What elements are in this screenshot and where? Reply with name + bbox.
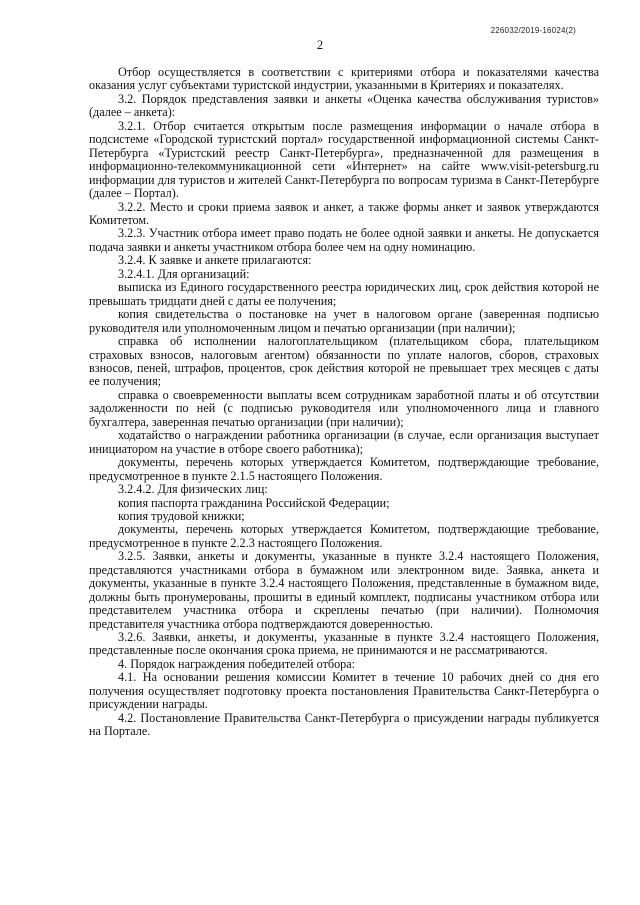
paragraph: документы, перечень которых утверждается Комитетом, подтверждающие требование, предусмотренное в пункте 2.2.3 настоящего Положения. <box>89 522 599 550</box>
paragraph: 3.2.1. Отбор считается открытым после размещения информации о начале отбора в подсистеме «Городской туристский портал» государственной информационной системы Санкт-Петербурга «Туристский реестр Санкт-Петербурга», предназначенной для размещения в информационно-телекоммуникационной сети «Интернет» на сайте www.visit-petersburg.ru информации для туристов и жителей Санкт-Петербурга по вопросам туризма в Санкт-Петербурге (далее – Портал). <box>89 118 599 201</box>
paragraph: 3.2.5. Заявки, анкеты и документы, указанные в пункте 3.2.4 настоящего Положения, представляются участниками отбора в бумажном или электронном виде. Заявка, анкета и документы, указанные в пункте 3.2.4 настоящего Положения, представленные в бумажном виде, должны быть пронумерованы, прошиты в единый комплект, подписаны участником отбора или представителем участника отбора и скреплены печатью (при наличии). Полномочия представителя участника отбора подтверждаются доверенностью. <box>89 549 599 631</box>
document-number: 226032/2019-16024(2) <box>490 26 576 35</box>
paragraph: 4. Порядок награждения победителей отбора: <box>118 656 356 671</box>
page-number: 2 <box>316 38 324 52</box>
paragraph: ходатайство о награждении работника организации (в случае, если организация выступает инициатором на участие в отборе своего работника); <box>89 428 599 456</box>
paragraph: 4.1. На основании решения комиссии Комитет в течение 10 рабочих дней со дня его получения осуществляет подготовку проекта постановления Правительства Санкт-Петербурга о присуждении награды. <box>89 670 599 712</box>
paragraph: Отбор осуществляется в соответствии с критериями отбора и показателями качества оказания услуг субъектами туристской индустрии, указанными в Критериях и показателях. <box>89 65 599 93</box>
paragraph: справка об исполнении налогоплательщиком (плательщиком сбора, плательщиком страховых взносов, налоговым агентом) обязанности по уплате налогов, сборов, страховых взносов, пеней, штрафов, процентов, срок действия которой не превышает трех месяцев с даты ее получения; <box>89 334 599 389</box>
paragraph: 3.2.2. Место и сроки приема заявок и анкет, а также формы анкет и заявок утверждаются Комитетом. <box>89 199 599 227</box>
paragraph: копия свидетельства о постановке на учет в налоговом органе (заверенная подписью руководителя или уполномоченным лицом и печатью организации (при наличии); <box>89 307 599 335</box>
paragraph: 3.2.3. Участник отбора имеет право подать не более одной заявки и анкеты. Не допускается подача заявки и анкеты участником отбора более чем на одну номинацию. <box>89 226 599 254</box>
paragraph: 3.2. Порядок представления заявки и анкеты «Оценка качества обслуживания туристов» (далее – анкета): <box>89 91 599 120</box>
document-body <box>89 66 599 739</box>
paragraph: справка о своевременности выплаты всем сотрудникам заработной платы и об отсутствии задолженности по ней (с подписью руководителя или уполномоченного лица и главного бухгалтера, заверенная печатью организации (при наличии); <box>89 387 599 429</box>
paragraph: 4.2. Постановление Правительства Санкт-Петербурга о присуждении награды публикуется на Портале. <box>89 710 599 739</box>
paragraph: документы, перечень которых утверждается Комитетом, подтверждающие требование, предусмотренное в пункте 2.1.5 настоящего Положения. <box>89 455 599 483</box>
paragraph: копия трудовой книжки; <box>118 508 245 523</box>
paragraph: 3.2.4.2. Для физических лиц: <box>118 482 268 497</box>
paragraph: 3.2.6. Заявки, анкеты, и документы, указанные в пункте 3.2.4 настоящего Положения, представленные после окончания срока приема, не принимаются и не рассматриваются. <box>89 630 599 658</box>
paragraph: копия паспорта гражданина Российской Федерации; <box>118 495 390 510</box>
paragraph: выписка из Единого государственного реестра юридических лиц, срок действия которой не превышать тридцати дней с даты ее получения; <box>89 280 599 308</box>
paragraph: 3.2.4. К заявке и анкете прилагаются: <box>118 253 312 268</box>
paragraph: 3.2.4.1. Для организаций: <box>118 266 250 281</box>
